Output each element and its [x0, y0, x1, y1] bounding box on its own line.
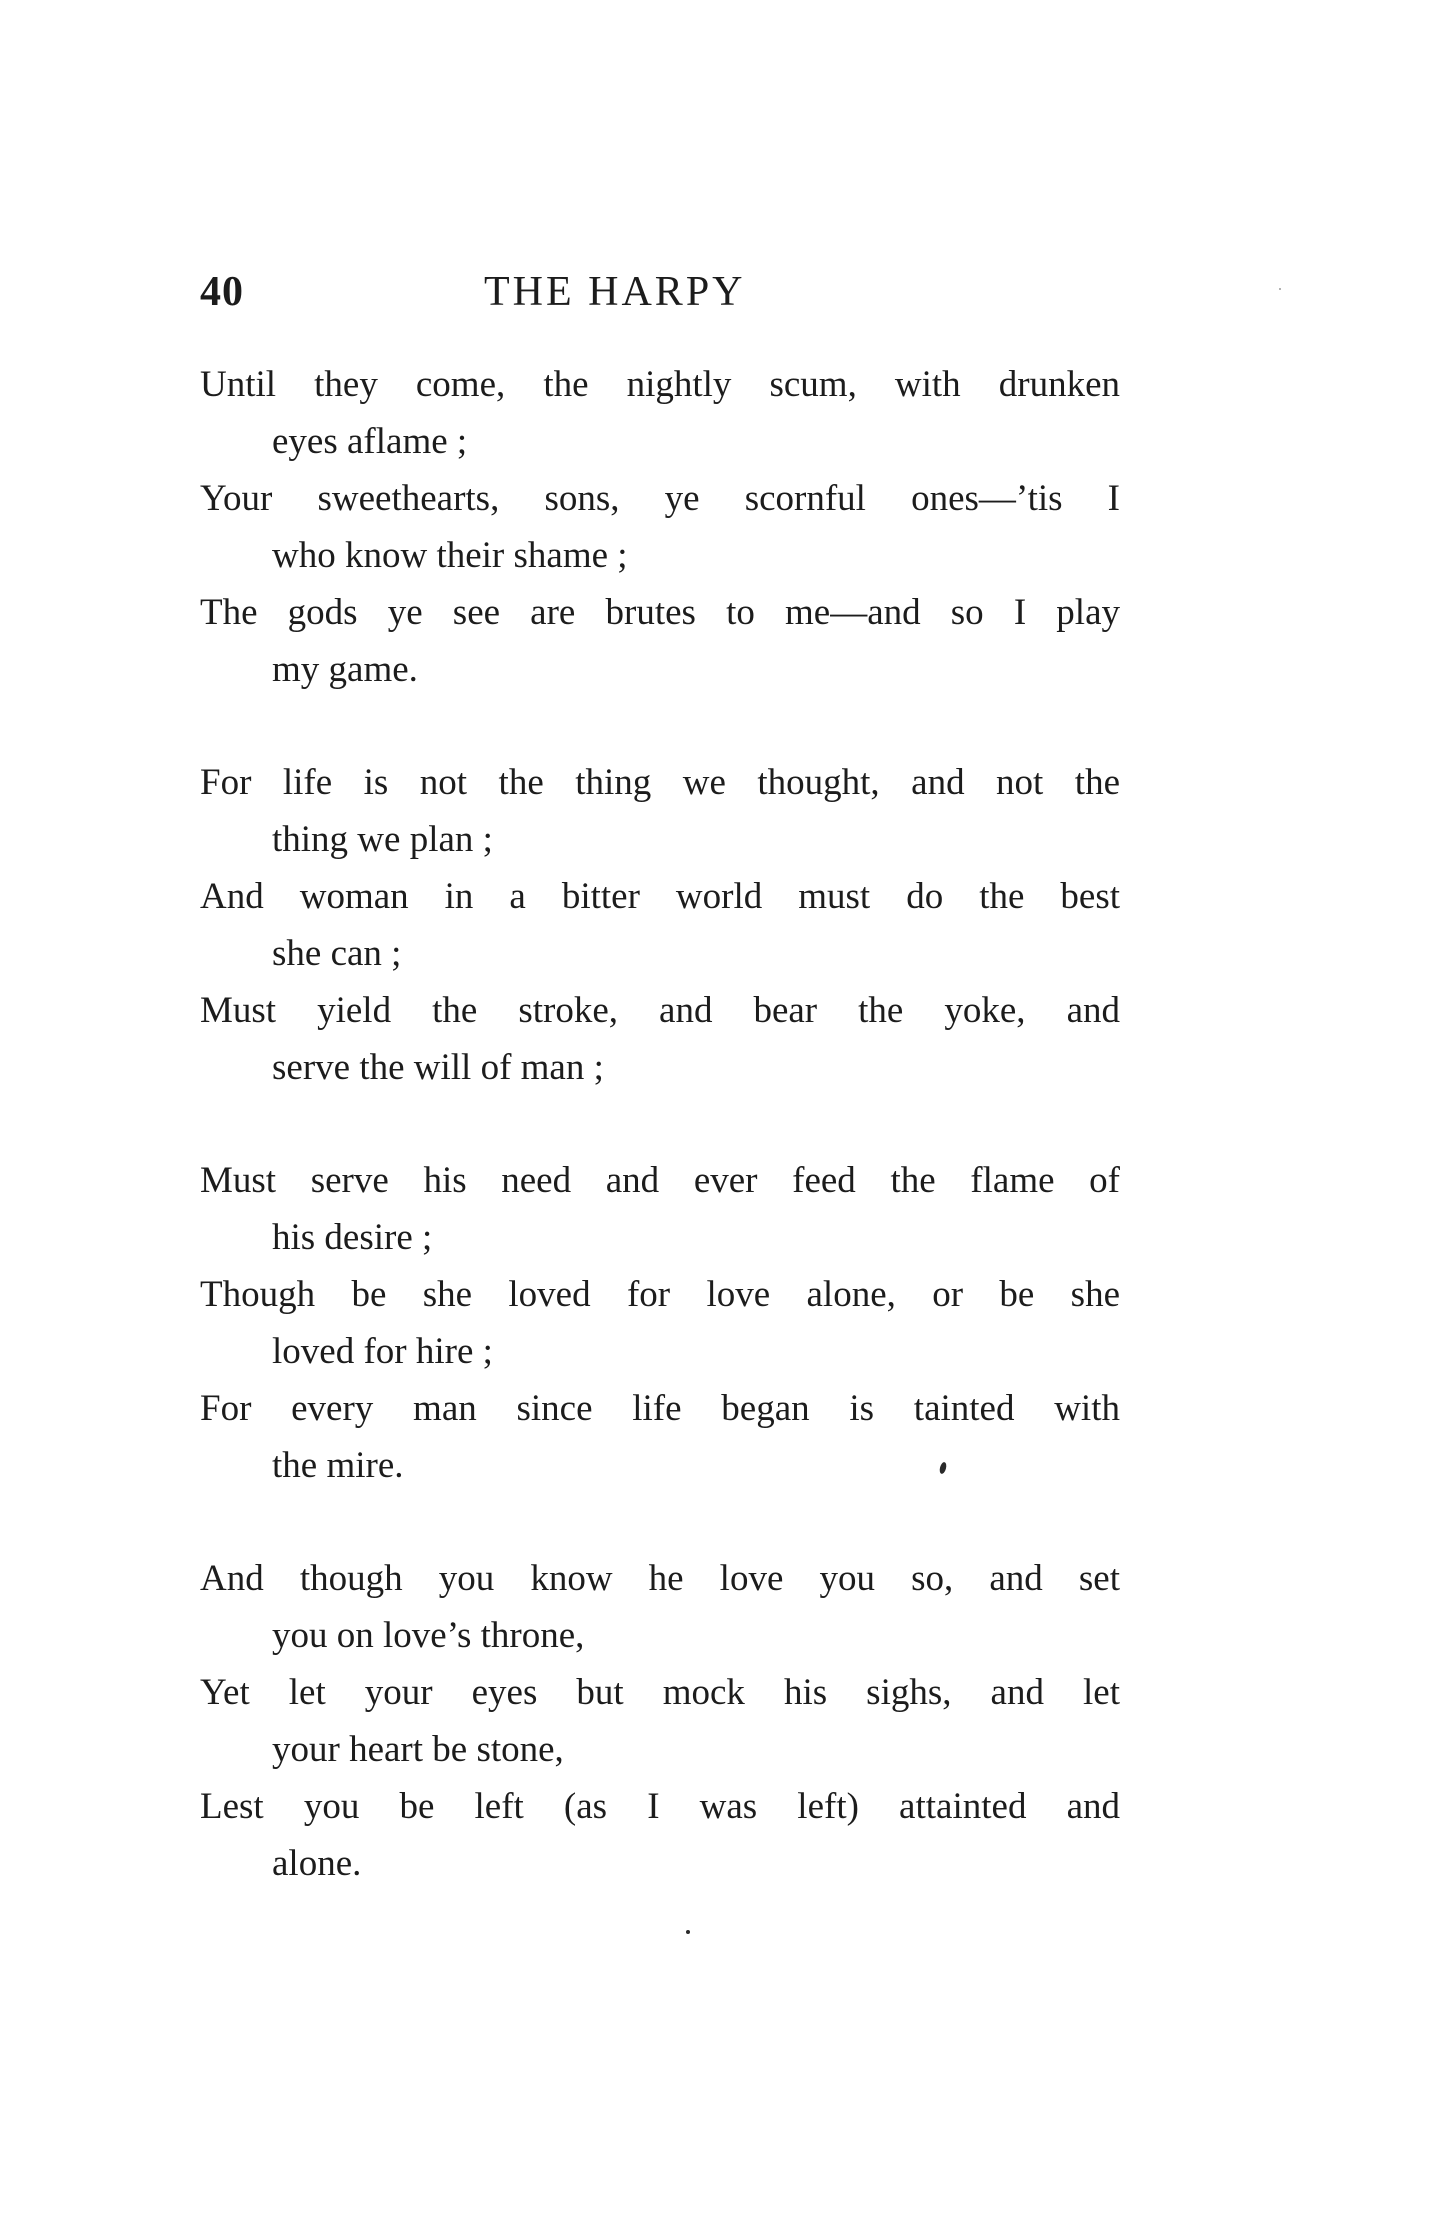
verse-line-continuation: eyes aflame ; — [272, 421, 468, 462]
ink-speck — [1279, 288, 1281, 290]
verse-line-text: For life is not the thing we thought, and not the — [200, 762, 1120, 803]
verse-line — [200, 1778, 1120, 1892]
verse-line-continuation: you on love’s throne, — [272, 1615, 585, 1656]
running-title: THE HARPY — [484, 269, 746, 315]
ink-speck — [686, 1930, 690, 1934]
verse-line-continuation: serve the will of man ; — [272, 1047, 604, 1088]
verse-line-text: Yet let your eyes but mock his sighs, and let — [200, 1672, 1120, 1713]
verse-line-text: Though be she loved for love alone, or be she — [200, 1274, 1120, 1315]
verse-line-text: Until they come, the nightly scum, with drunken — [200, 364, 1120, 405]
verse-line-continuation: who know their shame ; — [272, 535, 628, 576]
verse-line-text: Lest you be left (as I was left) attainted and — [200, 1786, 1120, 1827]
verse-line-continuation: his desire ; — [272, 1217, 433, 1258]
verse-line — [200, 356, 1120, 470]
verse-line-text: Must serve his need and ever feed the flame of — [200, 1160, 1120, 1201]
verse-line — [200, 982, 1120, 1096]
verse-line-text: The gods ye see are brutes to me—and so I play — [200, 592, 1120, 633]
verse-line — [200, 1664, 1120, 1778]
verse-line — [200, 1152, 1120, 1266]
verse-line-continuation: she can ; — [272, 933, 402, 974]
verse-line-text: For every man since life began is tainted with — [200, 1388, 1120, 1429]
stanza-2 — [200, 754, 1120, 1096]
stanza-4 — [200, 1550, 1120, 1892]
verse-line-text: And woman in a bitter world must do the best — [200, 876, 1120, 917]
verse-line-continuation: the mire. — [272, 1445, 404, 1486]
verse-line — [200, 754, 1120, 868]
verse-line-text: Must yield the stroke, and bear the yoke, and — [200, 990, 1120, 1031]
verse-line — [200, 1550, 1120, 1664]
verse-line-continuation: thing we plan ; — [272, 819, 493, 860]
verse-line-continuation: your heart be stone, — [272, 1729, 564, 1770]
verse-line — [200, 1266, 1120, 1380]
verse-line-continuation: my game. — [272, 649, 418, 690]
verse-line-text: And though you know he love you so, and set — [200, 1558, 1120, 1599]
stanza-1 — [200, 356, 1120, 698]
verse-line — [200, 584, 1120, 698]
verse-line-continuation: loved for hire ; — [272, 1331, 493, 1372]
verse-line — [200, 868, 1120, 982]
verse-line-continuation: alone. — [272, 1843, 362, 1884]
page-header — [200, 268, 1120, 328]
verse-line-text: Your sweethearts, sons, ye scornful ones—’tis I — [200, 478, 1120, 519]
stanza-3 — [200, 1152, 1120, 1494]
verse-line — [200, 470, 1120, 584]
verse-line — [200, 1380, 1120, 1494]
page-number: 40 — [200, 269, 244, 315]
